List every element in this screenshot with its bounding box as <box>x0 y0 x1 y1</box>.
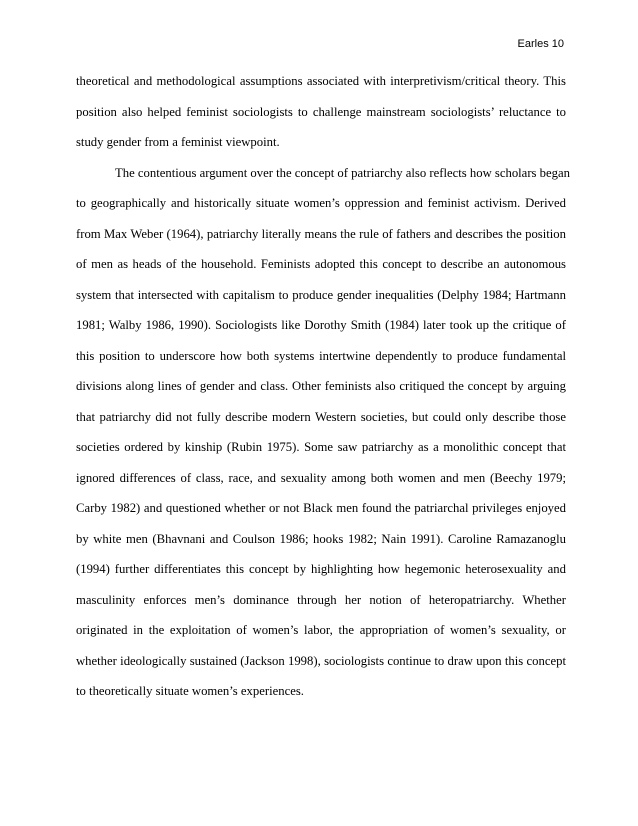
text-line: masculinity enforces men’s dominance through her notion of heteropatriarchy. Whether <box>76 592 566 607</box>
text-line: originated in the exploitation of women’s labor, the appropriation of women’s sexuality, or <box>76 623 566 637</box>
page-header: Earles 10 <box>517 38 564 50</box>
text-line: theoretical and methodological assumptions associated with interpretivism/critical theory. This <box>76 74 566 88</box>
paragraph-first-line: The contentious argument over the concept of patriarchy also reflects how scholars began <box>115 165 570 180</box>
text-line: position also helped feminist sociologists to challenge mainstream sociologists’ reluctance to <box>76 104 566 119</box>
text-line: study gender from a feminist viewpoint. <box>76 135 280 149</box>
text-line: this position to underscore how both systems intertwine dependently to produce fundamental <box>76 348 566 363</box>
text-line: societies ordered by kinship (Rubin 1975). Some saw patriarchy as a monolithic concept that <box>76 440 566 454</box>
text-line: that patriarchy did not fully describe modern Western societies, but could only describe those <box>76 409 566 424</box>
text-line: of men as heads of the household. Feminists adopted this concept to describe an autonomous <box>76 257 566 271</box>
text-line: by white men (Bhavnani and Coulson 1986; hooks 1982; Nain 1991). Caroline Ramazanoglu <box>76 531 566 546</box>
text-line: Carby 1982) and questioned whether or not Black men found the patriarchal privileges enjoyed <box>76 501 566 515</box>
text-line: (1994) further differentiates this concept by highlighting how hegemonic heterosexuality and <box>76 562 566 576</box>
text-line: to geographically and historically situate women’s oppression and feminist activism. Derived <box>76 196 566 210</box>
text-line: to theoretically situate women’s experiences. <box>76 684 304 698</box>
text-line: system that intersected with capitalism to produce gender inequalities (Delphy 1984; Hartmann <box>76 287 566 302</box>
text-line: divisions along lines of gender and class. Other feminists also critiqued the concept by arguing <box>76 379 566 393</box>
text-line: whether ideologically sustained (Jackson 1998), sociologists continue to draw upon this concept <box>76 653 566 668</box>
text-line: 1981; Walby 1986, 1990). Sociologists like Dorothy Smith (1984) later took up the critique of <box>76 318 566 332</box>
text-line: from Max Weber (1964), patriarchy literally means the rule of fathers and describes the position <box>76 226 566 241</box>
body-text <box>76 73 570 714</box>
text-line: ignored differences of class, race, and sexuality among both women and men (Beechy 1979; <box>76 470 566 485</box>
